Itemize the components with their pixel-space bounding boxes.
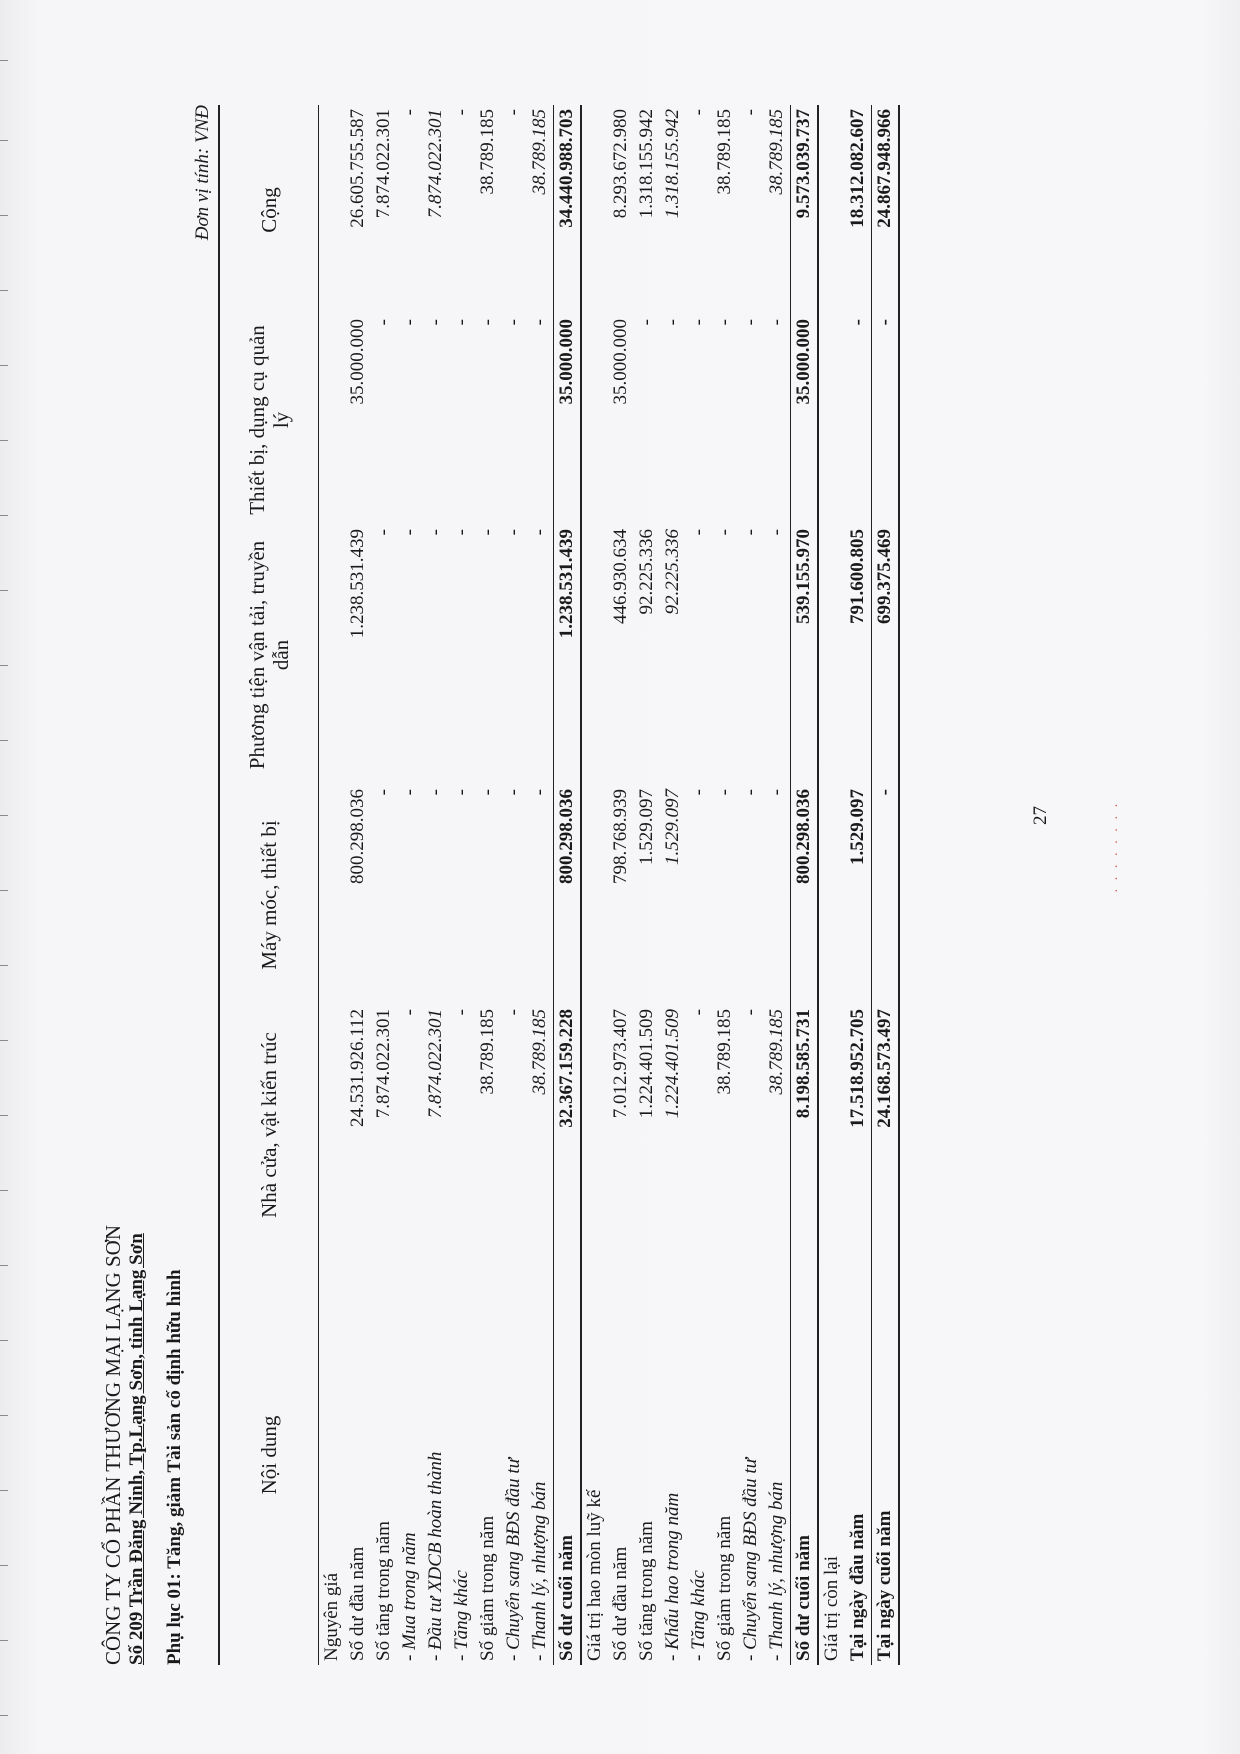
row-label: Giá trị còn lại xyxy=(821,1556,842,1661)
cell-vehicles: - xyxy=(740,529,761,536)
cell-vehicles: - xyxy=(503,529,524,536)
row-label: - Tăng khác xyxy=(688,1570,709,1661)
cell-buildings: 32.367.159.228 xyxy=(554,1005,582,1245)
row-label: Tại ngày cuối năm xyxy=(872,1245,900,1665)
cell-office-equipment: - xyxy=(688,319,709,326)
cell-buildings: - xyxy=(451,1009,472,1016)
scan-edge-mark xyxy=(0,1190,8,1191)
cell-vehicles: - xyxy=(766,529,787,536)
cell-total: 38.789.185 xyxy=(529,109,550,195)
row-label: - Mua trong năm xyxy=(399,1532,420,1661)
cell-buildings: 38.789.185 xyxy=(477,1009,498,1095)
row-label: Số giảm trong năm xyxy=(714,1515,735,1661)
cell-office-equipment: - xyxy=(714,319,735,326)
cell-total: 26.605.755.587 xyxy=(347,109,368,228)
cell-office-equipment: - xyxy=(503,319,524,326)
cell-buildings: 38.789.185 xyxy=(529,1009,550,1095)
cell-office-equipment: - xyxy=(662,319,683,326)
scan-edge-mark xyxy=(0,1040,8,1041)
cell-vehicles: 539.155.970 xyxy=(791,525,819,785)
cell-office-equipment: - xyxy=(529,319,550,326)
table-row xyxy=(660,105,686,1665)
cell-vehicles: 92.225.336 xyxy=(636,529,657,615)
row-label: - Khấu hao trong năm xyxy=(662,1492,683,1661)
scan-edge-mark xyxy=(0,1715,8,1716)
cell-buildings: 24.531.926.112 xyxy=(347,1009,368,1128)
row-label: - Thanh lý, nhượng bán xyxy=(766,1481,787,1661)
scan-edge-mark xyxy=(0,365,8,366)
cell-vehicles: - xyxy=(529,529,550,536)
table-row xyxy=(738,105,764,1665)
cell-total: 18.312.082.607 xyxy=(847,109,868,228)
cell-vehicles: 1.238.531.439 xyxy=(554,525,582,785)
cell-total: 38.789.185 xyxy=(714,109,735,195)
section-row-depreciation xyxy=(581,105,608,1665)
row-label: Số dư cuối năm xyxy=(554,1245,582,1665)
cell-total: - xyxy=(399,109,420,116)
cell-buildings: 7.874.022.301 xyxy=(425,1009,446,1119)
table-row xyxy=(371,105,397,1665)
row-label: Giá trị hao mòn luỹ kế xyxy=(584,1489,605,1661)
scan-edge-mark xyxy=(0,60,8,61)
col-header-buildings: Nhà cửa, vật kiến trúc xyxy=(219,1005,319,1245)
cell-office-equipment: 35.000.000 xyxy=(554,315,582,525)
row-label: Số dư đầu năm xyxy=(610,1546,631,1661)
cell-total: - xyxy=(451,109,472,116)
cell-machinery: 1.529.097 xyxy=(847,789,868,865)
cell-office-equipment: - xyxy=(636,319,657,326)
row-label: Số dư đầu năm xyxy=(347,1546,368,1661)
row-label: Số tăng trong năm xyxy=(373,1521,394,1661)
row-label: Số tăng trong năm xyxy=(636,1521,657,1661)
table-row xyxy=(712,105,738,1665)
cell-buildings: - xyxy=(688,1009,709,1016)
cell-buildings: 1.224.401.509 xyxy=(662,1009,683,1119)
cell-vehicles: - xyxy=(714,529,735,536)
scan-edge-mark xyxy=(0,290,8,291)
row-label: Số dư cuối năm xyxy=(791,1245,819,1665)
cell-machinery: - xyxy=(399,789,420,796)
scan-edge-mark xyxy=(0,665,8,666)
section-row-cost xyxy=(319,105,346,1665)
table-row xyxy=(527,105,554,1665)
cell-total: 38.789.185 xyxy=(766,109,787,195)
cell-total: 38.789.185 xyxy=(477,109,498,195)
cell-office-equipment: 35.000.000 xyxy=(791,315,819,525)
cell-vehicles: - xyxy=(373,529,394,536)
fixed-assets-table xyxy=(218,105,900,1665)
col-header-total: Cộng xyxy=(219,105,319,315)
appendix-title: Phụ lục 01: Tăng, giảm Tài sản cố định hữu hình xyxy=(164,1269,185,1665)
cell-vehicles: 446.930.634 xyxy=(610,529,631,624)
scan-edge-mark xyxy=(0,1340,8,1341)
cell-office-equipment: 35.000.000 xyxy=(610,319,631,405)
cell-machinery: 1.529.097 xyxy=(636,789,657,865)
scan-edge-mark xyxy=(0,590,8,591)
table-row xyxy=(686,105,712,1665)
row-label: - Tăng khác xyxy=(451,1570,472,1661)
cell-office-equipment: 35.000.000 xyxy=(347,319,368,405)
scan-edge-mark xyxy=(0,740,8,741)
cell-machinery: - xyxy=(766,789,787,796)
cell-buildings: - xyxy=(503,1009,524,1016)
cell-total: 8.293.672.980 xyxy=(610,109,631,219)
row-label: - Thanh lý, nhượng bán xyxy=(529,1481,550,1661)
cell-buildings: 17.518.952.705 xyxy=(847,1009,868,1128)
cell-vehicles: - xyxy=(451,529,472,536)
cell-machinery: 1.529.097 xyxy=(662,789,683,865)
table-row xyxy=(501,105,527,1665)
cell-vehicles: - xyxy=(688,529,709,536)
scan-edge-mark xyxy=(0,515,8,516)
cell-buildings: 7.012.973.407 xyxy=(610,1009,631,1119)
cell-buildings: - xyxy=(740,1009,761,1016)
scan-edge-mark xyxy=(0,965,8,966)
cell-vehicles: - xyxy=(477,529,498,536)
cell-office-equipment: - xyxy=(872,315,900,525)
cell-machinery: - xyxy=(740,789,761,796)
cell-office-equipment: - xyxy=(740,319,761,326)
cell-machinery: - xyxy=(503,789,524,796)
col-header-vehicles: Phương tiện vận tải, truyền dẫn xyxy=(219,525,319,785)
cell-office-equipment: - xyxy=(477,319,498,326)
rotated-landscape-page xyxy=(100,105,1160,1665)
row-label: - Chuyển sang BĐS đầu tư xyxy=(503,1458,524,1661)
table-row xyxy=(345,105,371,1665)
scan-edge-mark xyxy=(0,1565,8,1566)
table-row xyxy=(449,105,475,1665)
cell-total: 7.874.022.301 xyxy=(425,109,446,219)
table-row xyxy=(423,105,449,1665)
cell-vehicles: - xyxy=(425,529,446,536)
row-label: - Chuyển sang BĐS đầu tư xyxy=(740,1458,761,1661)
cell-machinery: - xyxy=(688,789,709,796)
scan-edge-mark xyxy=(0,1490,8,1491)
cell-total: - xyxy=(688,109,709,116)
col-header-machinery: Máy móc, thiết bị xyxy=(219,785,319,1005)
cell-vehicles: - xyxy=(399,529,420,536)
page-number: 27 xyxy=(1030,806,1051,825)
cell-machinery: - xyxy=(714,789,735,796)
cell-machinery: - xyxy=(373,789,394,796)
scan-edge-mark xyxy=(0,815,8,816)
cell-total: - xyxy=(503,109,524,116)
row-label: Tại ngày đầu năm xyxy=(847,1513,868,1661)
table-row xyxy=(764,105,791,1665)
cell-total: 24.867.948.966 xyxy=(872,105,900,315)
table-row xyxy=(397,105,423,1665)
cell-office-equipment: - xyxy=(847,319,868,326)
cell-buildings: - xyxy=(399,1009,420,1016)
company-address: Số 209 Trần Đăng Ninh, Tp.Lạng Sơn, tỉnh Lạng Sơn xyxy=(126,1233,147,1665)
section-row-net-value xyxy=(818,105,845,1665)
cell-buildings: 38.789.185 xyxy=(766,1009,787,1095)
cell-vehicles: 699.375.469 xyxy=(872,525,900,785)
scan-edge-mark xyxy=(0,1415,8,1416)
cell-office-equipment: - xyxy=(425,319,446,326)
cell-buildings: 1.224.401.509 xyxy=(636,1009,657,1119)
cell-total: 9.573.039.737 xyxy=(791,105,819,315)
cell-total: 34.440.988.703 xyxy=(554,105,582,315)
cell-machinery: 800.298.036 xyxy=(554,785,582,1005)
cell-total: 7.874.022.301 xyxy=(373,109,394,219)
total-row xyxy=(554,105,582,1665)
cell-machinery: - xyxy=(425,789,446,796)
cell-total: - xyxy=(740,109,761,116)
col-header-content: Nội dung xyxy=(219,1245,319,1665)
total-row xyxy=(872,105,900,1665)
scan-edge-mark xyxy=(0,215,8,216)
cell-machinery: - xyxy=(529,789,550,796)
company-name: CÔNG TY CỔ PHẦN THƯƠNG MẠI LẠNG SƠN xyxy=(101,1224,125,1665)
cell-vehicles: 92.225.336 xyxy=(662,529,683,615)
cell-office-equipment: - xyxy=(766,319,787,326)
cell-machinery: - xyxy=(451,789,472,796)
scan-edge-mark xyxy=(0,1115,8,1116)
table-row xyxy=(845,105,872,1665)
cell-total: 1.318.155.942 xyxy=(662,109,683,219)
scan-edge-mark xyxy=(0,1640,8,1641)
cell-machinery: 798.768.939 xyxy=(610,789,631,884)
currency-unit: Đơn vị tính: VNĐ xyxy=(192,105,213,241)
table-row xyxy=(634,105,660,1665)
cell-machinery: 800.298.036 xyxy=(791,785,819,1005)
cell-buildings: 24.168.573.497 xyxy=(872,1005,900,1245)
row-label: - Đầu tư XDCB hoàn thành xyxy=(425,1451,446,1661)
cell-vehicles: 1.238.531.439 xyxy=(347,529,368,639)
table-row xyxy=(608,105,634,1665)
table-row xyxy=(475,105,501,1665)
col-header-office-equipment: Thiết bị, dụng cụ quản lý xyxy=(219,315,319,525)
cell-buildings: 7.874.022.301 xyxy=(373,1009,394,1119)
cell-office-equipment: - xyxy=(373,319,394,326)
cell-office-equipment: - xyxy=(399,319,420,326)
cell-vehicles: 791.600.805 xyxy=(847,529,868,624)
scan-edge-mark xyxy=(0,440,8,441)
row-label: Nguyên giá xyxy=(321,1572,342,1661)
red-stamp-mark: · · · · · · · · xyxy=(1110,801,1125,893)
table-header-row xyxy=(219,105,319,1665)
scan-edge-mark xyxy=(0,890,8,891)
cell-machinery: 800.298.036 xyxy=(347,789,368,884)
scan-edge-mark xyxy=(0,1265,8,1266)
total-row xyxy=(791,105,819,1665)
cell-total: 1.318.155.942 xyxy=(636,109,657,219)
scan-edge-mark xyxy=(0,140,8,141)
cell-machinery: - xyxy=(872,785,900,1005)
row-label: Số giảm trong năm xyxy=(477,1515,498,1661)
cell-office-equipment: - xyxy=(451,319,472,326)
cell-buildings: 38.789.185 xyxy=(714,1009,735,1095)
cell-machinery: - xyxy=(477,789,498,796)
cell-buildings: 8.198.585.731 xyxy=(791,1005,819,1245)
